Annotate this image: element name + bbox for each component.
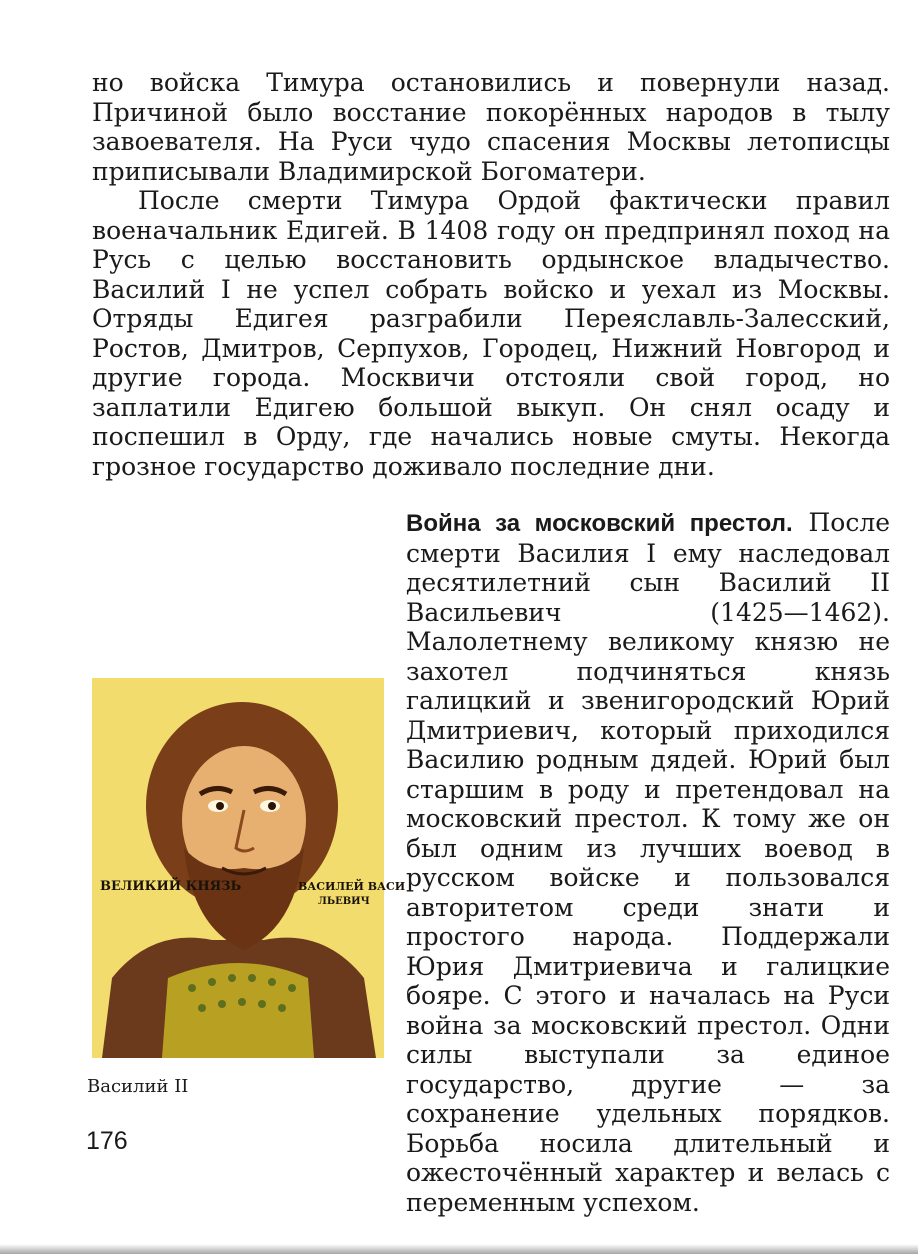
section-heading: Война за московский престол. [406, 510, 793, 537]
page-number: 176 [86, 1127, 128, 1155]
paragraph-timur-retreat: но войска Тимура остановились и повернули назад. Причиной было восстание покорённых народов в тылу завоевателя. На Руси чудо спасения Москвы летописцы приписывали Владимирской Богоматери. [92, 68, 890, 186]
scan-edge-shadow [0, 1244, 918, 1254]
paragraph-vasily-ii: После смерти Василия I ему наследовал десятилетний сын Василий II Васильевич (1425—1462). Малолетнему великому князю не захотел подчиняться князь галицкий и звенигородский Юрий Дмитриевич, который приходился Василию родным дядей. Юрий был старшим в роду и претендовал на московский престол. К тому же он был одним из лучших воевод в русском войске и пользовался авторитетом среди знати и простого народа. Поддержали Юрия Дмитриевича и галицкие бояре. С этого и началась на Руси война за московский престол. Одни силы выступали за единое государство, другие — за сохранение удельных порядков. Борьба носила длительный и ожесточённый характер и велась с переменным успехом. [406, 508, 890, 1217]
vasily-ii-portrait [92, 678, 406, 1058]
portrait-inscription-right: ВАСИЛЕЙ ВАСИ [298, 880, 406, 893]
portrait-inscription-right-2: ЛЬЕВИЧ [318, 896, 370, 907]
portrait-collar [162, 963, 314, 1058]
figure-caption: Василий II [87, 1076, 189, 1097]
portrait-inscription-left: ВЕЛИКИЙ КНЯЗЬ [100, 879, 242, 894]
paragraph-edigei-campaign: После смерти Тимура Ордой фактически правил военачальник Едигей. В 1408 году он предпринял поход на Русь с целью восстановить ордынское владычество. Василий I не успел собрать войско и уехал из Москвы. Отряды Едигея разграбили Переяславль-Залесский, Ростов, Дмитров, Серпухов, Городец, Нижний Новгород и другие города. Москвичи отстояли свой город, но заплатили Едигею большой выкуп. Он снял осаду и поспешил в Орду, где начались новые смуты. Некогда грозное государство доживало последние дни. [92, 186, 890, 481]
